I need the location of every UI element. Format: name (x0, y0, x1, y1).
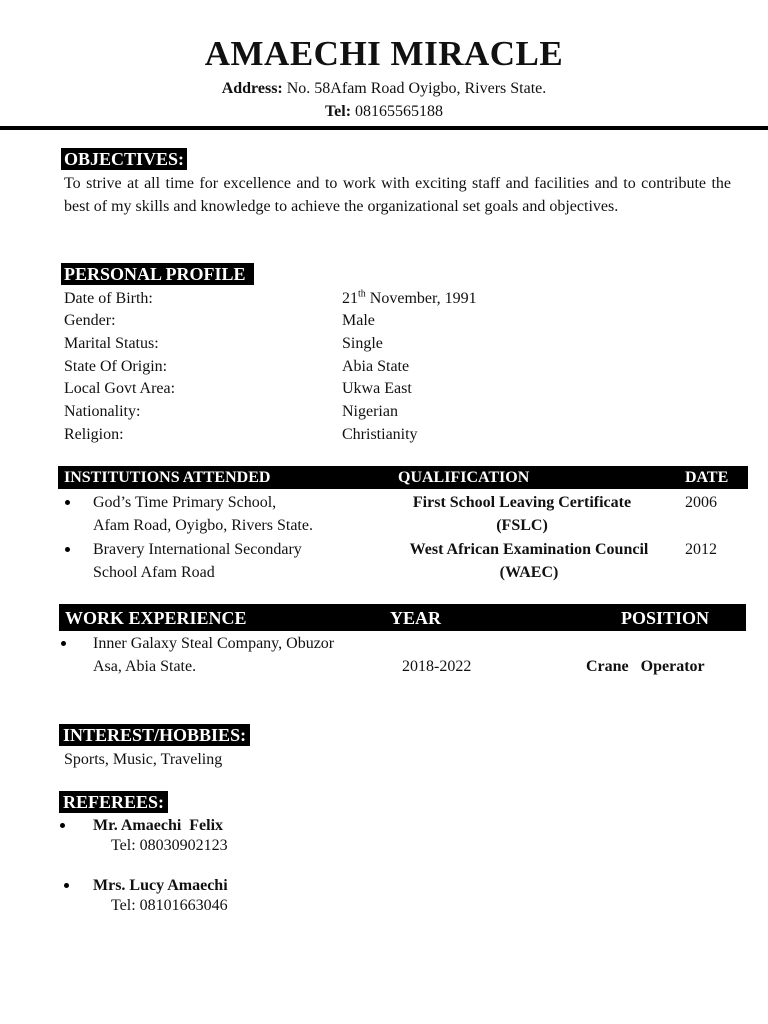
work-header-bar (59, 604, 746, 631)
profile-value-marital: Single (342, 335, 383, 352)
education-date-2: 2012 (685, 541, 717, 558)
education-header-qualification: QUALIFICATION (398, 469, 530, 486)
education-qualification-1-line2: (FSLC) (496, 517, 548, 534)
profile-value-gender: Male (342, 312, 375, 329)
education-qualification-1-line1: First School Leaving Certificate (412, 494, 632, 511)
referees-heading: REFEREES: (59, 791, 168, 813)
education-qualification-2-line2: (WAEC) (499, 564, 559, 581)
profile-label-dob: Date of Birth: (64, 290, 153, 307)
tel-line (0, 103, 768, 121)
profile-label-nationality: Nationality: (64, 403, 141, 420)
profile-label-gender: Gender: (64, 312, 116, 329)
bullet-icon (65, 500, 70, 505)
address-line (0, 80, 768, 98)
objectives-text: To strive at all time for excellence and to work with exciting staff and facilities and to contribute the best of my skills and knowledge to achieve the organizational set goals and objectives. (64, 175, 731, 215)
address-label: Address: (221, 80, 283, 97)
profile-value-religion: Christianity (342, 426, 418, 443)
applicant-name: AMAECHI MIRACLE (204, 34, 564, 73)
referee-2-tel: Tel: 08101663046 (111, 897, 228, 914)
bullet-icon (61, 641, 66, 646)
education-header-bar (58, 466, 748, 489)
interests-text: Sports, Music, Traveling (64, 751, 223, 768)
referee-1-name: Mr. Amaechi Felix (93, 817, 224, 834)
bullet-icon (64, 883, 69, 888)
work-year: 2018-2022 (402, 658, 472, 675)
referee-1-tel: Tel: 08030902123 (111, 837, 228, 854)
bullet-icon (60, 823, 65, 828)
education-header-institution: INSTITUTIONS ATTENDED (64, 469, 271, 486)
work-header-year: YEAR (390, 608, 442, 628)
education-institution-2-line2: School Afam Road (93, 564, 215, 581)
education-header-date: DATE (685, 469, 729, 486)
profile-label-religion: Religion: (64, 426, 124, 443)
work-header-experience: WORK EXPERIENCE (65, 608, 247, 628)
education-qualification-2-line1: West African Examination Council (409, 541, 649, 558)
bullet-icon (65, 547, 70, 552)
profile-label-origin: State Of Origin: (64, 358, 168, 375)
interests-heading: INTEREST/HOBBIES: (59, 724, 250, 746)
referee-2-name: Mrs. Lucy Amaechi (93, 877, 228, 894)
profile-value-lga: Ukwa East (342, 380, 412, 397)
profile-value-dob: 21th November, 1991 (342, 288, 477, 307)
profile-value-origin: Abia State (342, 358, 410, 375)
education-date-1: 2006 (685, 494, 717, 511)
header-divider (0, 126, 768, 130)
objectives-heading: OBJECTIVES: (61, 148, 187, 170)
address-value: No. 58Afam Road Oyigbo, Rivers State. (286, 80, 547, 97)
tel-label: Tel: (324, 103, 352, 120)
work-company-line2: Asa, Abia State. (93, 658, 197, 675)
profile-label-marital: Marital Status: (64, 335, 159, 352)
work-company-line1: Inner Galaxy Steal Company, Obuzor (93, 635, 335, 652)
work-position: Crane Operator (586, 658, 705, 675)
work-header-position: POSITION (621, 608, 710, 628)
education-institution-1-line2: Afam Road, Oyigbo, Rivers State. (93, 517, 313, 534)
profile-value-nationality: Nigerian (342, 403, 398, 420)
tel-value: 08165565188 (355, 103, 444, 120)
profile-label-lga: Local Govt Area: (64, 380, 176, 397)
education-institution-2-line1: Bravery International Secondary (93, 541, 302, 558)
personal-profile-heading: PERSONAL PROFILE (61, 263, 254, 285)
education-institution-1-line1: God’s Time Primary School, (93, 494, 277, 511)
